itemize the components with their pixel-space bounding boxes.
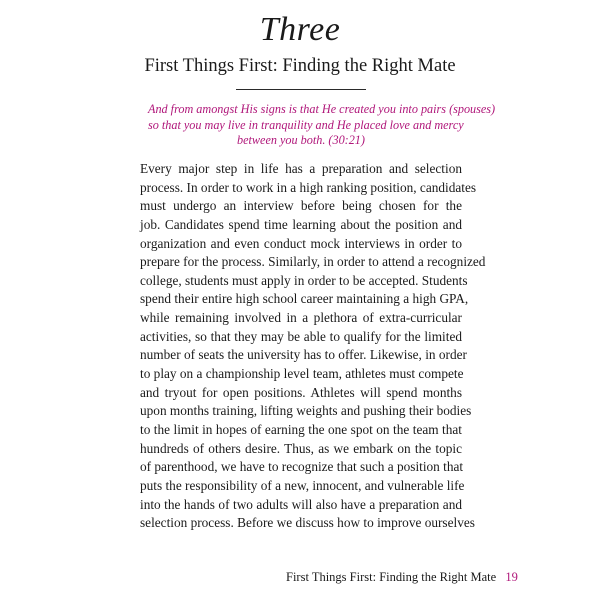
body-line: hundreds of others desire. Thus, as we embark on the topic (140, 440, 462, 456)
body-line: while remaining involved in a plethora of extra-curricular (140, 310, 462, 326)
body-line: organization and even conduct mock interviews in order to (140, 235, 462, 251)
chapter-number: Three (259, 11, 341, 48)
body-line: upon months training, lifting weights and pushing their bodies (140, 403, 472, 419)
epigraph-line: so that you may live in tranquility and He placed love and mercy (148, 117, 464, 132)
epigraph-line: between you both. (30:21) (237, 133, 365, 147)
body-line: to the limit in hopes of earning the one spot on the team that (140, 421, 462, 437)
body-line: must undergo an interview before being chosen for the (140, 198, 462, 214)
body-line: Every major step in life has a preparation and selection (140, 161, 462, 176)
epigraph-line: And from amongst His signs is that He created you into pairs (spouses) (148, 102, 496, 116)
epigraph (148, 102, 496, 149)
body-line: and tryout for open positions. Athletes will spend months (140, 384, 462, 400)
body-line: puts the responsibility of a new, innocent, and vulnerable life (140, 477, 465, 493)
running-head: First Things First: Finding the Right Mate (286, 570, 497, 584)
body-line: activities, so that they may be able to qualify for the limited (140, 328, 462, 344)
page-number: 19 (505, 570, 518, 584)
body-line: number of seats the university has to offer. Likewise, in order (140, 347, 467, 363)
body-line: spend their entire high school career maintaining a high GPA, (140, 291, 469, 307)
body-line: process. In order to work in a high ranking position, candidates (140, 179, 477, 195)
body-line: prepare for the process. Similarly, in order to attend a recognized (140, 254, 486, 270)
body-line: college, students must apply in order to be accepted. Students (140, 272, 468, 288)
body-line: into the hands of two adults will also have a preparation and (140, 496, 462, 512)
body-line: to play on a championship level team, athletes must compete (140, 366, 464, 382)
body-line: job. Candidates spend time learning about the position and (140, 216, 462, 232)
running-footer (286, 569, 518, 585)
chapter-title: First Things First: Finding the Right Mate (144, 56, 456, 76)
body-line: selection process. Before we discuss how to improve ourselves (140, 515, 475, 531)
body-paragraph (140, 160, 486, 533)
body-line: of parenthood, we have to recognize that such a position that (140, 459, 464, 475)
title-divider (236, 89, 366, 90)
